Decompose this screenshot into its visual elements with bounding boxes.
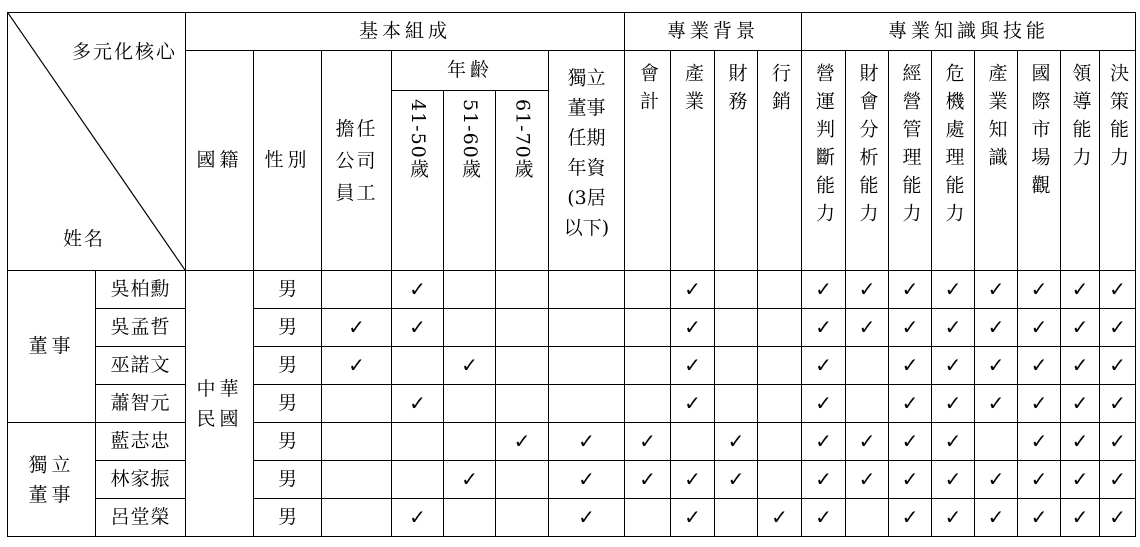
check-mark-icon: ✓ bbox=[409, 391, 426, 415]
check-mark-icon: ✓ bbox=[727, 429, 745, 453]
check-mark-icon: ✓ bbox=[409, 505, 426, 529]
check-cell bbox=[802, 385, 846, 423]
check-cell bbox=[715, 385, 758, 423]
header-finance-text: 財務 bbox=[725, 63, 748, 119]
check-mark-icon: ✓ bbox=[815, 353, 832, 377]
member-gender: 男 bbox=[254, 309, 322, 347]
member-name: 呂堂榮 bbox=[96, 499, 186, 537]
member-name: 蕭智元 bbox=[96, 385, 186, 423]
check-cell bbox=[322, 385, 392, 423]
check-mark-icon: ✓ bbox=[1071, 353, 1089, 377]
check-cell bbox=[802, 309, 846, 347]
check-cell bbox=[932, 271, 975, 309]
table-row bbox=[8, 461, 1136, 499]
check-cell bbox=[1061, 385, 1100, 423]
check-cell bbox=[846, 499, 889, 537]
check-cell bbox=[932, 347, 975, 385]
header-skill-decision-text: 決策能力 bbox=[1107, 63, 1129, 175]
tenure-line-4: 年資 bbox=[567, 157, 606, 179]
check-cell bbox=[889, 347, 932, 385]
header-skill-leadership bbox=[1061, 51, 1100, 271]
check-mark-icon: ✓ bbox=[944, 315, 962, 339]
check-cell bbox=[758, 499, 802, 537]
check-cell bbox=[802, 423, 846, 461]
check-cell bbox=[1100, 423, 1136, 461]
header-age-61-70 bbox=[496, 91, 549, 271]
category-directors bbox=[8, 271, 96, 423]
member-name: 林家振 bbox=[96, 461, 186, 499]
check-mark-icon: ✓ bbox=[461, 467, 478, 491]
check-cell bbox=[1061, 347, 1100, 385]
check-mark-icon: ✓ bbox=[944, 467, 962, 491]
check-cell bbox=[322, 309, 392, 347]
check-mark-icon: ✓ bbox=[815, 277, 832, 301]
check-cell bbox=[625, 499, 671, 537]
check-cell bbox=[392, 461, 444, 499]
member-gender: 男 bbox=[254, 499, 322, 537]
check-cell bbox=[322, 461, 392, 499]
check-mark-icon: ✓ bbox=[1071, 315, 1089, 339]
tenure-line-2: 董事 bbox=[567, 97, 606, 119]
check-cell bbox=[549, 461, 625, 499]
check-mark-icon: ✓ bbox=[578, 505, 595, 529]
header-age-41-50 bbox=[392, 91, 444, 271]
check-cell bbox=[715, 423, 758, 461]
check-mark-icon: ✓ bbox=[944, 277, 962, 301]
check-cell bbox=[392, 347, 444, 385]
header-skill-industry-knowledge-text: 產業知識 bbox=[985, 63, 1008, 175]
check-mark-icon: ✓ bbox=[1071, 505, 1089, 529]
check-cell bbox=[932, 499, 975, 537]
check-mark-icon: ✓ bbox=[1109, 467, 1126, 491]
check-mark-icon: ✓ bbox=[1109, 505, 1126, 529]
check-mark-icon: ✓ bbox=[684, 277, 701, 301]
check-mark-icon: ✓ bbox=[684, 315, 701, 339]
check-cell bbox=[444, 347, 496, 385]
check-cell bbox=[846, 271, 889, 309]
check-cell bbox=[1100, 309, 1136, 347]
check-cell bbox=[889, 423, 932, 461]
corner-diversity-label: 多元化核心 bbox=[71, 41, 177, 63]
check-cell bbox=[625, 347, 671, 385]
check-mark-icon: ✓ bbox=[639, 467, 656, 491]
check-mark-icon: ✓ bbox=[1030, 467, 1048, 491]
check-mark-icon: ✓ bbox=[987, 391, 1005, 415]
header-age-61-70-text: 61-70歲 bbox=[511, 99, 534, 179]
check-mark-icon: ✓ bbox=[684, 391, 701, 415]
check-cell bbox=[625, 423, 671, 461]
member-gender: 男 bbox=[254, 271, 322, 309]
header-age-51-60 bbox=[444, 91, 496, 271]
nationality-value bbox=[186, 271, 254, 537]
check-mark-icon: ✓ bbox=[1071, 429, 1089, 453]
header-skill-operations-text: 營運判斷能力 bbox=[813, 63, 835, 231]
check-cell bbox=[444, 423, 496, 461]
table-row bbox=[8, 271, 1136, 309]
check-cell bbox=[932, 385, 975, 423]
check-cell bbox=[932, 461, 975, 499]
check-mark-icon: ✓ bbox=[987, 315, 1005, 339]
check-cell bbox=[802, 461, 846, 499]
check-mark-icon: ✓ bbox=[771, 505, 788, 529]
header-marketing-text: 行銷 bbox=[769, 63, 791, 119]
check-mark-icon: ✓ bbox=[578, 467, 595, 491]
check-mark-icon: ✓ bbox=[1071, 391, 1089, 415]
header-industry bbox=[671, 51, 715, 271]
check-cell bbox=[322, 423, 392, 461]
check-cell bbox=[625, 271, 671, 309]
check-cell bbox=[715, 499, 758, 537]
check-cell bbox=[846, 423, 889, 461]
header-skill-crisis bbox=[932, 51, 975, 271]
table-row bbox=[8, 309, 1136, 347]
check-cell bbox=[496, 461, 549, 499]
header-skill-management bbox=[889, 51, 932, 271]
header-employee bbox=[322, 51, 392, 271]
category-directors-label: 董事 bbox=[28, 335, 75, 357]
check-mark-icon: ✓ bbox=[1030, 391, 1048, 415]
header-accounting-text: 會計 bbox=[637, 63, 659, 119]
check-cell bbox=[322, 499, 392, 537]
check-cell bbox=[758, 347, 802, 385]
check-cell bbox=[1100, 461, 1136, 499]
check-mark-icon: ✓ bbox=[1030, 277, 1048, 301]
check-mark-icon: ✓ bbox=[815, 467, 832, 491]
check-mark-icon: ✓ bbox=[684, 353, 701, 377]
check-cell bbox=[846, 461, 889, 499]
check-mark-icon: ✓ bbox=[1109, 429, 1126, 453]
check-mark-icon: ✓ bbox=[987, 277, 1005, 301]
check-cell bbox=[671, 385, 715, 423]
check-mark-icon: ✓ bbox=[901, 505, 919, 529]
check-cell bbox=[1018, 309, 1061, 347]
check-cell bbox=[496, 309, 549, 347]
member-name: 吳柏勳 bbox=[96, 271, 186, 309]
check-cell bbox=[392, 385, 444, 423]
table-row bbox=[8, 423, 1136, 461]
check-cell bbox=[715, 347, 758, 385]
check-cell bbox=[671, 347, 715, 385]
check-cell bbox=[1018, 423, 1061, 461]
member-gender: 男 bbox=[254, 423, 322, 461]
check-mark-icon: ✓ bbox=[987, 505, 1005, 529]
nationality-value-line-2: 民國 bbox=[196, 407, 243, 430]
check-cell bbox=[671, 271, 715, 309]
check-mark-icon: ✓ bbox=[987, 467, 1005, 491]
check-mark-icon: ✓ bbox=[901, 277, 919, 301]
tenure-line-5: (3居 bbox=[567, 187, 606, 209]
check-mark-icon: ✓ bbox=[944, 429, 962, 453]
check-cell bbox=[1061, 423, 1100, 461]
check-mark-icon: ✓ bbox=[944, 391, 962, 415]
check-mark-icon: ✓ bbox=[987, 353, 1005, 377]
check-mark-icon: ✓ bbox=[1071, 277, 1089, 301]
check-mark-icon: ✓ bbox=[815, 505, 832, 529]
member-gender: 男 bbox=[254, 385, 322, 423]
header-skill-financial-analysis bbox=[846, 51, 889, 271]
check-cell bbox=[715, 271, 758, 309]
header-skill-management-text: 經營管理能力 bbox=[899, 63, 922, 231]
check-mark-icon: ✓ bbox=[944, 505, 962, 529]
header-skill-operations bbox=[802, 51, 846, 271]
category-independent-line-1: 獨立 bbox=[28, 453, 75, 476]
header-industry-text: 產業 bbox=[682, 63, 704, 119]
check-cell bbox=[671, 423, 715, 461]
check-cell bbox=[758, 271, 802, 309]
check-cell bbox=[549, 347, 625, 385]
check-cell bbox=[715, 461, 758, 499]
check-cell bbox=[1018, 271, 1061, 309]
header-skill-international bbox=[1018, 51, 1061, 271]
check-mark-icon: ✓ bbox=[858, 429, 876, 453]
check-cell bbox=[889, 461, 932, 499]
check-cell bbox=[802, 271, 846, 309]
header-skill-international-text: 國際市場觀 bbox=[1028, 63, 1051, 203]
check-cell bbox=[444, 309, 496, 347]
check-cell bbox=[625, 385, 671, 423]
header-nationality: 國籍 bbox=[186, 51, 254, 271]
check-cell bbox=[1100, 271, 1136, 309]
check-cell bbox=[1061, 309, 1100, 347]
check-cell bbox=[671, 309, 715, 347]
check-cell bbox=[975, 271, 1018, 309]
check-mark-icon: ✓ bbox=[348, 315, 365, 339]
board-diversity-table bbox=[7, 12, 1136, 537]
check-cell bbox=[392, 271, 444, 309]
header-age-51-60-text: 51-60歲 bbox=[459, 99, 481, 179]
header-gender: 性別 bbox=[254, 51, 322, 271]
check-cell bbox=[846, 309, 889, 347]
check-mark-icon: ✓ bbox=[513, 429, 531, 453]
check-mark-icon: ✓ bbox=[901, 315, 919, 339]
check-cell bbox=[975, 499, 1018, 537]
header-finance bbox=[715, 51, 758, 271]
check-cell bbox=[758, 309, 802, 347]
check-cell bbox=[758, 461, 802, 499]
header-skill-decision bbox=[1100, 51, 1136, 271]
check-cell bbox=[889, 385, 932, 423]
check-mark-icon: ✓ bbox=[348, 353, 365, 377]
header-skill-crisis-text: 危機處理能力 bbox=[942, 63, 965, 231]
check-cell bbox=[392, 423, 444, 461]
check-cell bbox=[496, 271, 549, 309]
check-cell bbox=[549, 499, 625, 537]
check-cell bbox=[758, 423, 802, 461]
check-cell bbox=[322, 271, 392, 309]
check-cell bbox=[846, 347, 889, 385]
check-cell bbox=[932, 309, 975, 347]
check-cell bbox=[1018, 461, 1061, 499]
check-cell bbox=[671, 461, 715, 499]
header-accounting bbox=[625, 51, 671, 271]
check-mark-icon: ✓ bbox=[1109, 277, 1126, 301]
check-mark-icon: ✓ bbox=[1109, 353, 1126, 377]
check-cell bbox=[549, 423, 625, 461]
check-mark-icon: ✓ bbox=[727, 467, 745, 491]
header-marketing bbox=[758, 51, 802, 271]
check-cell bbox=[392, 309, 444, 347]
corner-name-label: 姓名 bbox=[63, 228, 106, 250]
check-cell bbox=[715, 309, 758, 347]
check-cell bbox=[1100, 499, 1136, 537]
group-basic-header: 基本組成 bbox=[186, 13, 625, 51]
member-name: 巫諾文 bbox=[96, 347, 186, 385]
check-cell bbox=[1061, 461, 1100, 499]
check-cell bbox=[975, 423, 1018, 461]
header-skill-leadership-text: 領導能力 bbox=[1069, 63, 1092, 175]
table-row bbox=[8, 347, 1136, 385]
check-mark-icon: ✓ bbox=[858, 277, 876, 301]
nationality-value-line-1: 中華 bbox=[196, 377, 243, 400]
check-cell bbox=[1018, 347, 1061, 385]
check-mark-icon: ✓ bbox=[858, 467, 876, 491]
check-cell bbox=[625, 309, 671, 347]
check-cell bbox=[975, 347, 1018, 385]
check-cell bbox=[496, 385, 549, 423]
member-name: 藍志忠 bbox=[96, 423, 186, 461]
check-mark-icon: ✓ bbox=[901, 391, 919, 415]
check-cell bbox=[496, 347, 549, 385]
tenure-line-6: 以下) bbox=[563, 217, 610, 239]
check-cell bbox=[1061, 271, 1100, 309]
check-cell bbox=[889, 309, 932, 347]
check-cell bbox=[549, 271, 625, 309]
check-cell bbox=[392, 499, 444, 537]
member-gender: 男 bbox=[254, 347, 322, 385]
check-cell bbox=[444, 499, 496, 537]
check-mark-icon: ✓ bbox=[461, 353, 478, 377]
check-cell bbox=[975, 385, 1018, 423]
check-cell bbox=[671, 499, 715, 537]
header-skill-financial-analysis-text: 財會分析能力 bbox=[856, 63, 879, 231]
check-mark-icon: ✓ bbox=[1109, 315, 1126, 339]
check-mark-icon: ✓ bbox=[1071, 467, 1089, 491]
check-cell bbox=[802, 347, 846, 385]
check-cell bbox=[975, 309, 1018, 347]
group-skills-header: 專業知識與技能 bbox=[802, 13, 1136, 51]
check-mark-icon: ✓ bbox=[901, 429, 919, 453]
check-cell bbox=[496, 499, 549, 537]
check-mark-icon: ✓ bbox=[1030, 429, 1048, 453]
check-cell bbox=[549, 309, 625, 347]
header-independent-tenure bbox=[549, 51, 625, 271]
header-age: 年齡 bbox=[392, 51, 549, 91]
member-name: 吳孟哲 bbox=[96, 309, 186, 347]
tenure-line-3: 任期 bbox=[567, 127, 606, 149]
check-mark-icon: ✓ bbox=[901, 353, 919, 377]
check-cell bbox=[496, 423, 549, 461]
check-mark-icon: ✓ bbox=[944, 353, 962, 377]
table-body bbox=[8, 271, 1136, 537]
check-mark-icon: ✓ bbox=[1030, 315, 1048, 339]
group-background-header: 專業背景 bbox=[625, 13, 802, 51]
check-cell bbox=[1018, 385, 1061, 423]
check-mark-icon: ✓ bbox=[815, 315, 832, 339]
check-mark-icon: ✓ bbox=[815, 391, 832, 415]
check-cell bbox=[322, 347, 392, 385]
member-gender: 男 bbox=[254, 461, 322, 499]
check-mark-icon: ✓ bbox=[1030, 353, 1048, 377]
check-mark-icon: ✓ bbox=[409, 277, 426, 301]
check-mark-icon: ✓ bbox=[858, 315, 876, 339]
check-mark-icon: ✓ bbox=[578, 429, 595, 453]
check-mark-icon: ✓ bbox=[684, 467, 701, 491]
check-cell bbox=[975, 461, 1018, 499]
check-cell bbox=[444, 461, 496, 499]
check-mark-icon: ✓ bbox=[409, 315, 426, 339]
check-cell bbox=[846, 385, 889, 423]
check-mark-icon: ✓ bbox=[901, 467, 919, 491]
check-cell bbox=[444, 385, 496, 423]
header-corner-cell bbox=[8, 13, 186, 271]
category-independent bbox=[8, 423, 96, 537]
header-employee-text: 擔任公司員工 bbox=[335, 117, 378, 204]
check-cell bbox=[1018, 499, 1061, 537]
check-cell bbox=[758, 385, 802, 423]
check-cell bbox=[802, 499, 846, 537]
header-skill-industry-knowledge bbox=[975, 51, 1018, 271]
header-age-41-50-text: 41-50歲 bbox=[407, 99, 429, 179]
check-cell bbox=[549, 385, 625, 423]
category-independent-line-2: 董事 bbox=[28, 483, 75, 506]
check-mark-icon: ✓ bbox=[639, 429, 656, 453]
check-cell bbox=[1100, 385, 1136, 423]
check-cell bbox=[889, 271, 932, 309]
check-mark-icon: ✓ bbox=[1109, 391, 1126, 415]
check-cell bbox=[625, 461, 671, 499]
table-row bbox=[8, 385, 1136, 423]
tenure-line-1: 獨立 bbox=[567, 67, 606, 89]
check-cell bbox=[932, 423, 975, 461]
check-mark-icon: ✓ bbox=[815, 429, 832, 453]
check-cell bbox=[1100, 347, 1136, 385]
check-cell bbox=[889, 499, 932, 537]
check-cell bbox=[444, 271, 496, 309]
check-mark-icon: ✓ bbox=[1030, 505, 1048, 529]
check-mark-icon: ✓ bbox=[684, 505, 701, 529]
check-cell bbox=[1061, 499, 1100, 537]
table-row bbox=[8, 499, 1136, 537]
